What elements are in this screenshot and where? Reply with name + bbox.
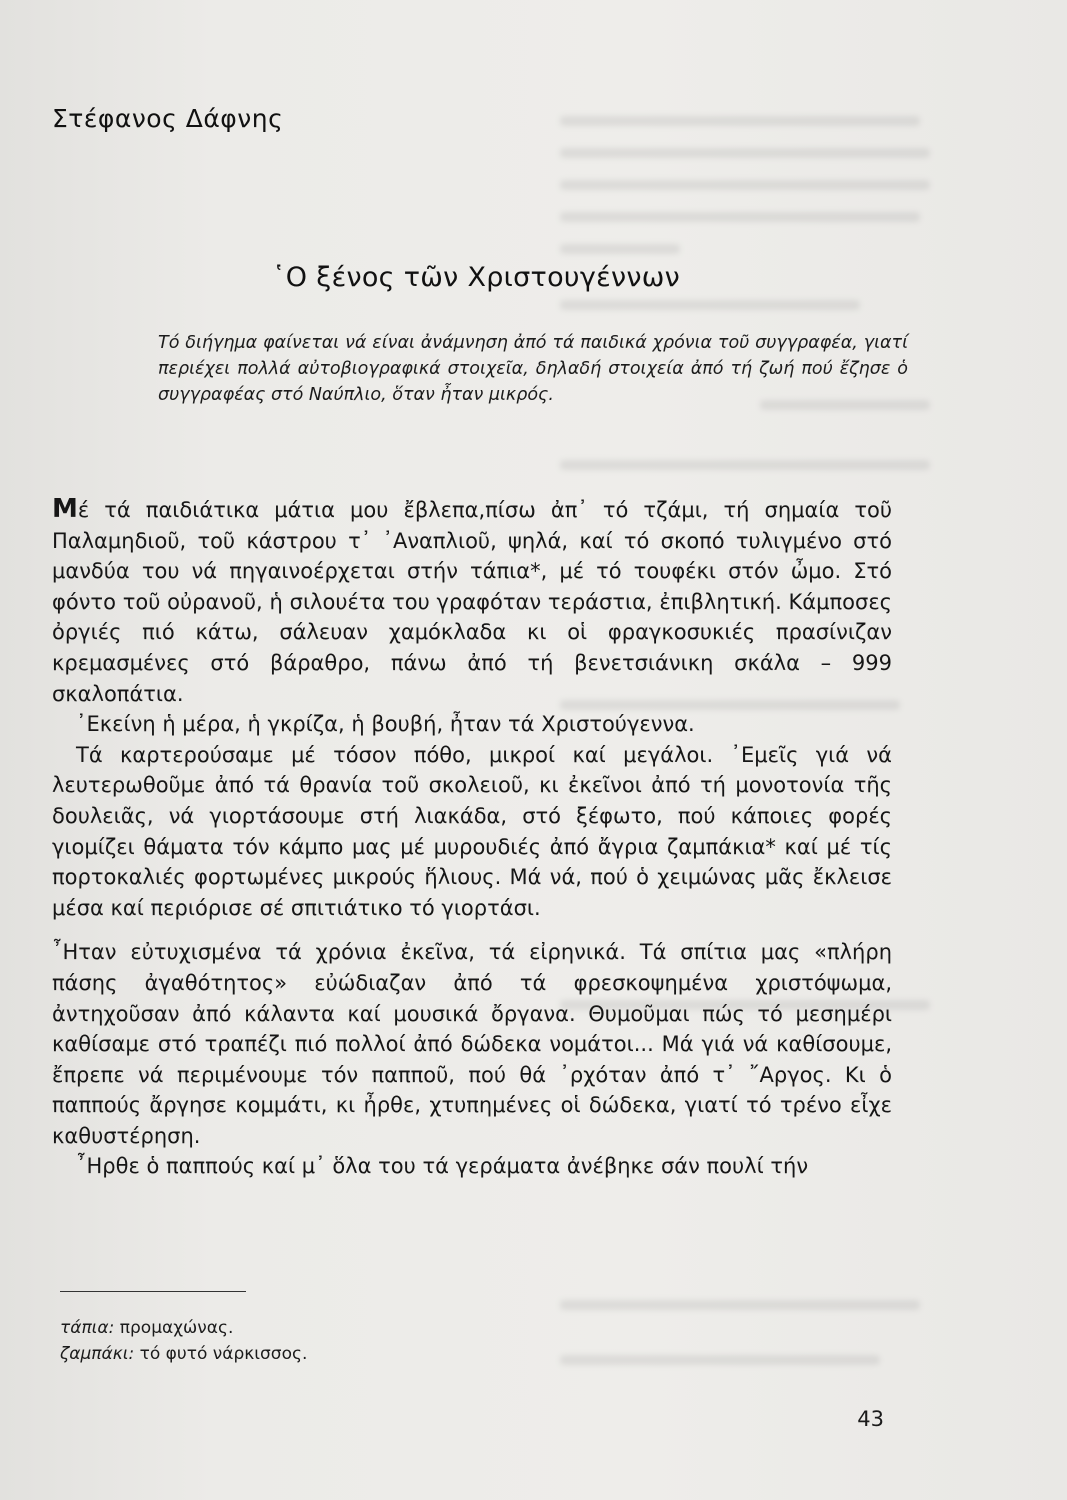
footnotes xyxy=(60,1315,307,1367)
paragraph-4: ῏Ηταν εὐτυχισμένα τά χρόνια ἐκεῖνα, τά εἰρηνικά. Τά σπίτια μας «πλήρη πάσης ἀγαθότητος» εὐώδιαζαν ἀπό τά φρεσκοψημένα χριστόψωμα, ἀντηχοῦσαν ἀπό κάλαντα καί μουσικά ὄργανα. Θυμοῦμαι πώς τό μεσημέρι καθίσαμε στό τραπέζι πιό πολλοί ἀπό δώδεκα νομάτοι... Μά γιά νά καθίσουμε, ἔπρεπε νά περιμένουμε τόν παπποῦ, πού θά ᾿ρχόταν ἀπό τ᾿ ῎Αργος. Κι ὁ παππούς ἄργησε κομμάτι, κι ἦρθε, χτυπημένες οἱ δώδεκα, γιατί τό τρένο εἶχε καθυστέρηση. xyxy=(52,940,892,1148)
author-name: Στέφανος Δάφνης xyxy=(52,104,284,133)
footnote-definition: προμαχώνας. xyxy=(114,1318,234,1338)
footnote-divider xyxy=(60,1291,246,1292)
footnote-term: τάπια: xyxy=(60,1318,115,1338)
intro-paragraph: Τό διήγημα φαίνεται νά είναι ἀνάμνηση ἀπό τά παιδικά χρόνια τοῦ συγγραφέα, γιατί περιέχει πολλά αὐτοβιογραφικά στοιχεῖα, δηλαδή στοιχεία ἀπό τή ζωή πού ἔζησε ὁ συγγραφέας στό Ναύπλιο, ὅταν ἦταν μικρός. xyxy=(158,333,908,405)
story-title: ῾Ο ξένος τῶν Χριστουγέννων xyxy=(272,262,681,293)
paragraph-2: ᾿Εκείνη ἡ μέρα, ἡ γκρίζα, ἡ βουβή, ἦταν τά Χριστούγεννα. xyxy=(76,712,695,737)
paragraph-3: Τά καρτερούσαμε μέ τόσον πόθο, μικροί καί μεγάλοι. ᾿Εμεῖς γιά νά λευτερωθοῦμε ἀπό τά θρανία τοῦ σκολειοῦ, κι ἐκεῖνοι ἀπό τή μονοτονία τῆς δουλειᾶς, νά γιορτάσουμε στή λιακάδα, στό ξέφωτο, πού κάποιες φορές γιομίζει θάματα τόν κάμπο μας μέ μυρουδιές ἀπό ἄγρια ζαμπάκια* καί μέ τίς πορτοκαλιές φορτωμένες μικρούς ἥλιους. Μά νά, πού ὁ χειμώνας μᾶς ἔκλεισε μέσα καί περιόρισε σέ σπιτιάτικο τό γιορτάσι. xyxy=(52,742,892,920)
footnote-item xyxy=(60,1315,307,1341)
paragraph-1 xyxy=(52,494,892,709)
page-number: 43 xyxy=(857,1407,884,1431)
footnote-term: ζαμπάκι: xyxy=(60,1344,135,1364)
paragraph-5: ῏Ηρθε ὁ παππούς καί μ᾿ ὅλα του τά γεράματα ἀνέβηκε σάν πουλί τήν xyxy=(76,1154,809,1179)
footnote-definition: τό φυτό νάρκισσος. xyxy=(134,1344,308,1364)
story-body xyxy=(52,494,892,1182)
drop-cap: Μ xyxy=(52,494,78,524)
footnote-item xyxy=(60,1341,307,1367)
paragraph-1-text: έ τά παιδιάτικα μάτια μου ἔβλεπα,πίσω ἀπ᾿ τό τζάμι, τή σημαία τοῦ Παλαμηδιοῦ, τοῦ κάστρου τ᾿ ᾿Αναπλιοῦ, ψηλά, καί τό σκοπό τυλιγμένο στό μανδύα του νά πηγαινοέρχεται στήν τάπια*, μέ τό τουφέκι στόν ὦμο. Στό φόντο τοῦ οὐρανοῦ, ἡ σιλουέτα του γραφόταν τεράστια, ἐπιβλητική. Κάμποσες ὀργιές πιό κάτω, σάλευαν χαμόκλαδα κι οἱ φραγκοσυκιές πρασίνιζαν κρεμασμένες στό βάραθρο, πάνω ἀπό τή βενετσιάνικη σκάλα – 999 σκαλοπάτια. xyxy=(52,498,892,706)
